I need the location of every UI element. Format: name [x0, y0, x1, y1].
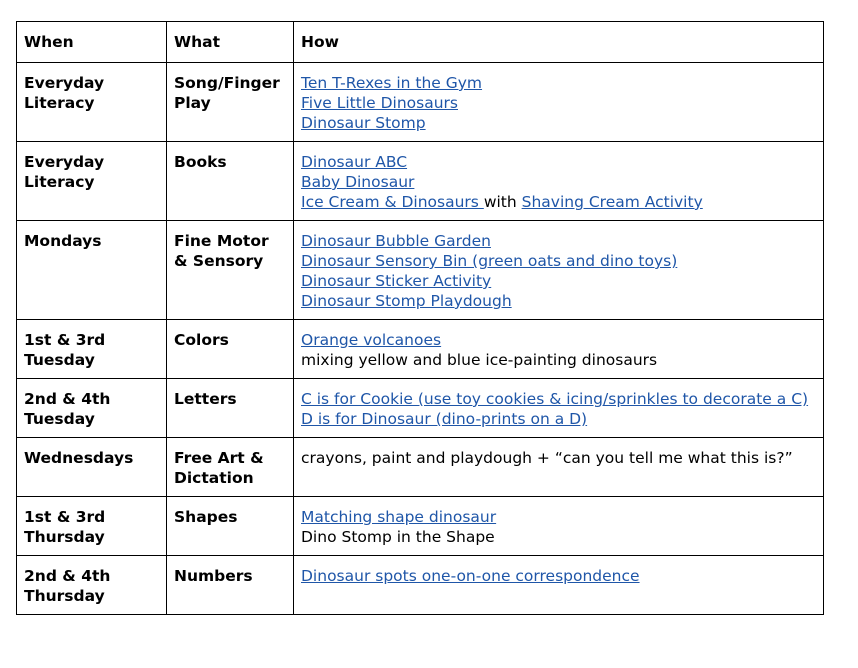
- header-how: How: [294, 22, 824, 63]
- what-cell: Books: [167, 142, 294, 221]
- how-cell: [294, 221, 824, 320]
- activity-link[interactable]: C is for Cookie (use toy cookies & icing/sprinkles to decorate a C): [301, 390, 809, 408]
- what-cell: Letters: [167, 379, 294, 438]
- how-line: [301, 291, 816, 311]
- activity-text: with: [483, 193, 522, 211]
- how-line: [301, 330, 816, 350]
- activity-text: crayons, paint and playdough + “can you tell me what this is?”: [301, 449, 793, 467]
- how-line: [301, 389, 816, 409]
- what-cell: Free Art & Dictation: [167, 438, 294, 497]
- schedule-body: [17, 22, 824, 615]
- how-line: [301, 566, 816, 586]
- activity-link[interactable]: Dinosaur ABC: [301, 153, 408, 171]
- how-line: [301, 271, 816, 291]
- activity-link[interactable]: Dinosaur spots one-on-one correspondence: [301, 567, 640, 585]
- table-row: [17, 63, 824, 142]
- how-cell: [294, 63, 824, 142]
- header-when: When: [17, 22, 167, 63]
- what-cell: Colors: [167, 320, 294, 379]
- activity-link[interactable]: Orange volcanoes: [301, 331, 442, 349]
- when-cell: Everyday Literacy: [17, 63, 167, 142]
- table-row: [17, 497, 824, 556]
- when-cell: Wednesdays: [17, 438, 167, 497]
- how-line: [301, 73, 816, 93]
- how-line: [301, 251, 816, 271]
- activity-link[interactable]: Dinosaur Sensory Bin (green oats and dino toys): [301, 252, 678, 270]
- how-line: [301, 172, 816, 192]
- how-line: [301, 527, 816, 547]
- schedule-table: [16, 21, 824, 615]
- table-row: [17, 221, 824, 320]
- activity-link[interactable]: Dinosaur Stomp Playdough: [301, 292, 512, 310]
- table-row: [17, 556, 824, 615]
- activity-link[interactable]: Baby Dinosaur: [301, 173, 415, 191]
- activity-link[interactable]: Matching shape dinosaur: [301, 508, 497, 526]
- how-line: [301, 113, 816, 133]
- how-line: [301, 231, 816, 251]
- activity-link[interactable]: Dinosaur Stomp: [301, 114, 426, 132]
- when-cell: Mondays: [17, 221, 167, 320]
- how-cell: [294, 556, 824, 615]
- activity-link[interactable]: Dinosaur Sticker Activity: [301, 272, 492, 290]
- how-line: [301, 192, 816, 212]
- table-row: [17, 320, 824, 379]
- header-what: What: [167, 22, 294, 63]
- header-row: [17, 22, 824, 63]
- what-cell: Song/Finger Play: [167, 63, 294, 142]
- how-line: [301, 409, 816, 429]
- how-line: [301, 350, 816, 370]
- activity-link[interactable]: Dinosaur Bubble Garden: [301, 232, 491, 250]
- activity-link[interactable]: Five Little Dinosaurs: [301, 94, 458, 112]
- activity-link[interactable]: Ten T-Rexes in the Gym: [301, 74, 483, 92]
- when-cell: 1st & 3rd Tuesday: [17, 320, 167, 379]
- how-line: [301, 152, 816, 172]
- activity-text: mixing yellow and blue ice-painting dinosaurs: [301, 351, 658, 369]
- how-line: [301, 93, 816, 113]
- activity-link[interactable]: Shaving Cream Activity: [521, 193, 703, 211]
- how-cell: [294, 379, 824, 438]
- table-row: [17, 438, 824, 497]
- table-row: [17, 142, 824, 221]
- when-cell: 1st & 3rd Thursday: [17, 497, 167, 556]
- how-cell: [294, 142, 824, 221]
- what-cell: Fine Motor & Sensory: [167, 221, 294, 320]
- activity-link[interactable]: D is for Dinosaur (dino-prints on a D): [301, 410, 588, 428]
- when-cell: 2nd & 4th Tuesday: [17, 379, 167, 438]
- table-row: [17, 379, 824, 438]
- when-cell: 2nd & 4th Thursday: [17, 556, 167, 615]
- activity-text: Dino Stomp in the Shape: [301, 528, 495, 546]
- how-cell: [294, 497, 824, 556]
- activity-link[interactable]: Ice Cream & Dinosaurs: [301, 193, 484, 211]
- what-cell: Numbers: [167, 556, 294, 615]
- how-line: [301, 507, 816, 527]
- how-line: [301, 448, 816, 468]
- how-cell: [294, 438, 824, 497]
- when-cell: Everyday Literacy: [17, 142, 167, 221]
- how-cell: [294, 320, 824, 379]
- what-cell: Shapes: [167, 497, 294, 556]
